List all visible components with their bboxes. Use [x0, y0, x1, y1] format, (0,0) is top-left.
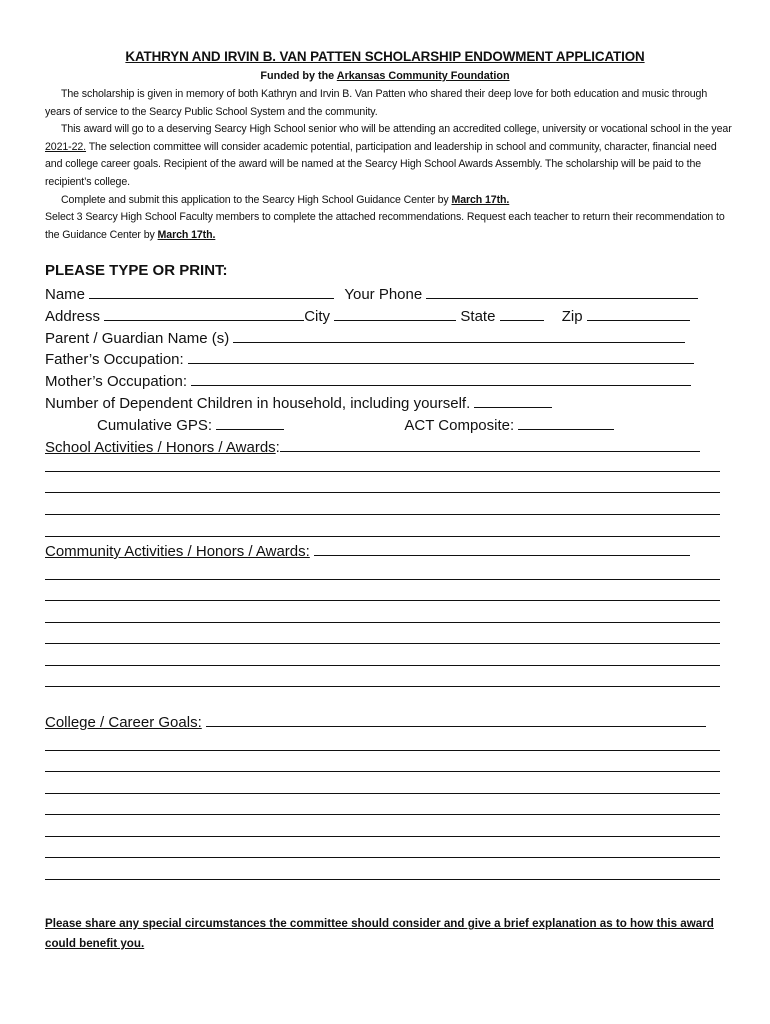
- zip-label: Zip: [561, 307, 583, 325]
- act-label: ACT Composite:: [404, 416, 515, 434]
- name-phone-row: [45, 283, 725, 305]
- recommendation-deadline: March 17th.: [157, 228, 216, 241]
- document-title: KATHRYN AND IRVIN B. VAN PATTEN SCHOLARSHIP ENDOWMENT APPLICATION: [125, 49, 645, 64]
- career-goals-field[interactable]: [206, 711, 706, 727]
- intro-paragraph-memory: The scholarship is given in memory of both Kathryn and Irvin B. Van Patten who shared their deep love for both education and music through years of service to the Searcy Public School System and the community.: [45, 88, 708, 118]
- recommendation-text: Select 3 Searcy High School Faculty members to complete the attached recommendations. Request each teacher to return their recommendation to the Guidance Center by: [45, 211, 725, 241]
- community-activities-line[interactable]: [45, 579, 720, 580]
- career-goals-line[interactable]: [45, 793, 720, 794]
- community-activities-line[interactable]: [45, 665, 720, 666]
- community-activities-line[interactable]: [45, 600, 720, 601]
- award-year: 2021-22.: [45, 140, 87, 153]
- address-field[interactable]: [104, 305, 304, 321]
- city-field[interactable]: [334, 305, 456, 321]
- state-label: State: [460, 307, 496, 325]
- funded-by-line: [0, 70, 770, 82]
- community-activities-field[interactable]: [314, 540, 690, 556]
- school-activities-line[interactable]: [45, 536, 720, 537]
- guardian-row: [45, 327, 725, 349]
- school-activities-line[interactable]: [45, 492, 720, 493]
- school-activities-row: School Activities / Honors / Awards:: [45, 436, 725, 458]
- community-activities-row: [45, 540, 690, 560]
- guardian-field[interactable]: [233, 327, 685, 343]
- form-heading: PLEASE TYPE OR PRINT:: [45, 262, 228, 279]
- award-text-a: This award will go to a deserving Searcy High School senior who will be attending an accredited college, university or vocational school in the year: [61, 123, 732, 136]
- phone-label: Your Phone: [344, 286, 423, 303]
- address-label: Address: [45, 307, 101, 325]
- career-goals-line[interactable]: [45, 857, 720, 858]
- guardian-label: Parent / Guardian Name (s): [45, 329, 230, 347]
- career-goals-row: [45, 711, 706, 731]
- submit-deadline: March 17th.: [451, 193, 510, 206]
- mother-row: [45, 370, 725, 392]
- community-activities-label: Community Activities / Honors / Awards:: [45, 543, 310, 560]
- funding-organization: Arkansas Community Foundation: [336, 70, 510, 82]
- phone-field[interactable]: [426, 283, 698, 299]
- career-goals-line[interactable]: [45, 750, 720, 751]
- gpa-label: Cumulative GPS:: [97, 416, 213, 434]
- act-field[interactable]: [518, 414, 614, 430]
- career-goals-line[interactable]: [45, 814, 720, 815]
- dependents-field[interactable]: [474, 392, 552, 408]
- submit-text: Complete and submit this application to the Searcy High School Guidance Center by: [61, 193, 449, 206]
- school-activities-line[interactable]: [45, 514, 720, 515]
- dependents-label: Number of Dependent Children in household, including yourself.: [45, 394, 471, 412]
- intro-paragraph-recommendations: [45, 209, 735, 244]
- father-occupation-label: Father’s Occupation:: [45, 351, 184, 369]
- intro-paragraph-award: [45, 121, 735, 191]
- name-field[interactable]: [89, 283, 334, 299]
- gpa-act-row: [45, 414, 725, 436]
- city-label: City: [304, 307, 331, 325]
- applicant-form: [45, 283, 725, 457]
- award-text-b: The selection committee will consider academic potential, participation and leadership in school and community, character, financial need and college career goals. Recipient of the award will be named at the Searcy High School Awards Assembly. The scholarship will be paid to the recipient’s college.: [45, 140, 717, 188]
- career-goals-line[interactable]: [45, 879, 720, 880]
- community-activities-line[interactable]: [45, 622, 720, 623]
- father-occupation-field[interactable]: [188, 348, 694, 364]
- career-goals-label: College / Career Goals:: [45, 714, 202, 731]
- name-label: Name: [45, 286, 86, 303]
- intro-paragraph-submit: [45, 192, 735, 210]
- mother-occupation-field[interactable]: [191, 370, 691, 386]
- gpa-field[interactable]: [216, 414, 284, 430]
- special-circumstances-prompt: Please share any special circumstances the committee should consider and give a brief explanation as to how this award could benefit you.: [45, 917, 714, 950]
- dependents-row: [45, 392, 725, 414]
- community-activities-line[interactable]: [45, 686, 720, 687]
- funded-prefix: Funded by the: [260, 70, 335, 82]
- address-row: [45, 305, 725, 327]
- state-field[interactable]: [500, 305, 544, 321]
- zip-field[interactable]: [587, 305, 690, 321]
- career-goals-line[interactable]: [45, 771, 720, 772]
- father-row: [45, 348, 725, 370]
- career-goals-line[interactable]: [45, 836, 720, 837]
- school-activities-field[interactable]: [280, 436, 700, 452]
- school-activities-label: School Activities / Honors / Awards: [45, 438, 276, 456]
- mother-occupation-label: Mother’s Occupation:: [45, 373, 188, 391]
- intro-text: [45, 86, 735, 244]
- school-activities-line[interactable]: [45, 471, 720, 472]
- community-activities-line[interactable]: [45, 643, 720, 644]
